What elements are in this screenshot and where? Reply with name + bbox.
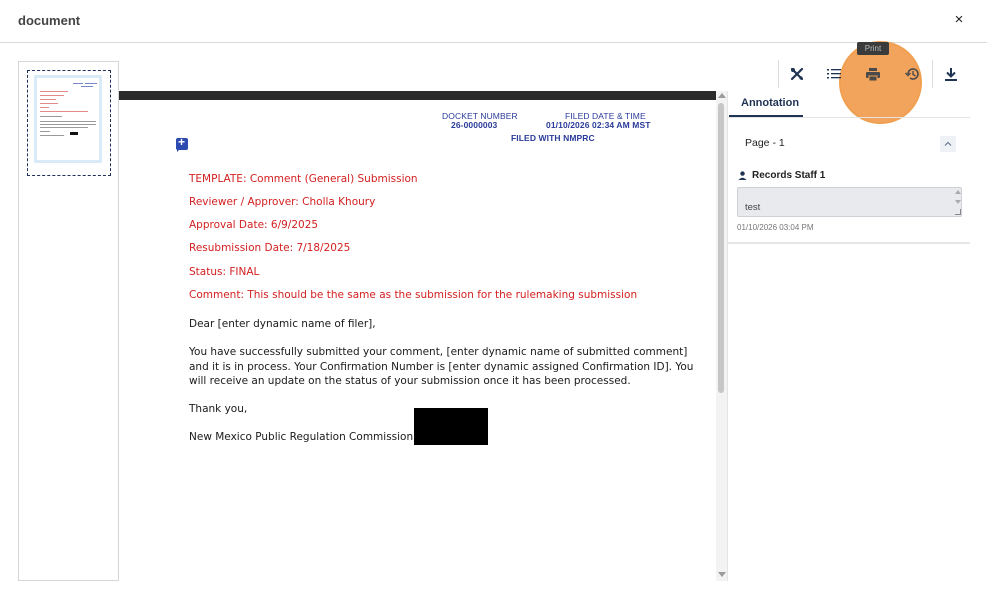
- organization-line: New Mexico Public Regulation Commission: [189, 431, 414, 443]
- tools-button[interactable]: [779, 60, 815, 88]
- history-icon: [905, 67, 920, 81]
- outline-button[interactable]: [816, 60, 852, 88]
- download-button[interactable]: [933, 60, 969, 88]
- scroll-down-icon[interactable]: [718, 572, 726, 577]
- annotation-timestamp: 01/10/2026 03:04 PM: [737, 223, 814, 232]
- scroll-up-icon[interactable]: [718, 93, 726, 98]
- print-button[interactable]: [855, 60, 891, 88]
- page-thumbnail[interactable]: [27, 70, 111, 176]
- scrollbar-thumb[interactable]: [718, 103, 724, 393]
- download-icon: [945, 68, 957, 81]
- dialog-header: [0, 0, 987, 43]
- closing-line: Thank you,: [189, 403, 248, 415]
- history-button[interactable]: [894, 60, 930, 88]
- annotation-note-text: test: [745, 202, 761, 213]
- body-line-2: and it is in process. Your Confirmation Number is [enter dynamic assigned Confirmation ID]. You: [189, 361, 694, 373]
- page-group-label: Page - 1: [745, 137, 785, 149]
- list-icon: [827, 68, 841, 80]
- dialog-title: document: [18, 13, 81, 28]
- resize-handle-icon[interactable]: [955, 209, 961, 215]
- page-top-bar: [119, 91, 716, 100]
- salutation-line: Dear [enter dynamic name of filer],: [189, 318, 376, 330]
- print-tooltip: Print: [857, 42, 889, 55]
- thumbnail-background: [34, 75, 102, 163]
- user-icon: [738, 171, 747, 180]
- note-scroll-up-icon[interactable]: [955, 190, 961, 194]
- annotation-panel: [727, 91, 969, 581]
- note-scroll-down-icon[interactable]: [955, 200, 961, 204]
- tools-icon: [790, 67, 804, 81]
- filed-with: FILED WITH NMPRC: [511, 133, 595, 143]
- close-icon[interactable]: ×: [954, 11, 964, 28]
- body-line-3: will receive an update on the status of your submission once it has been processed.: [189, 375, 631, 387]
- thumbnail-page-preview: [37, 78, 99, 160]
- docket-label: DOCKET NUMBER: [442, 111, 518, 121]
- annotation-note-field[interactable]: [737, 187, 962, 217]
- body-line-1: You have successfully submitted your comment, [enter dynamic name of submitted comment]: [189, 346, 688, 358]
- redaction-box: [414, 408, 488, 445]
- docket-number: 26-0000003: [451, 120, 498, 130]
- template-line: TEMPLATE: Comment (General) Submission: [189, 173, 418, 185]
- tab-divider: [728, 117, 970, 118]
- status-line: Status: FINAL: [189, 266, 260, 278]
- tab-annotation[interactable]: Annotation: [741, 97, 800, 109]
- viewer-toolbar: [778, 60, 969, 91]
- comment-line: Comment: This should be the same as the submission for the rulemaking submission: [189, 289, 638, 301]
- reviewer-line: Reviewer / Approver: Cholla Khoury: [189, 196, 376, 208]
- add-comment-icon[interactable]: [176, 138, 188, 150]
- collapse-button[interactable]: [940, 136, 956, 152]
- filed-date-label: FILED DATE & TIME: [565, 111, 646, 121]
- thumbnail-pane: [18, 61, 119, 581]
- viewer-scrollbar[interactable]: [716, 91, 727, 581]
- print-icon: [866, 68, 880, 81]
- approval-date-line: Approval Date: 6/9/2025: [189, 219, 319, 231]
- annotation-card-divider: [728, 242, 970, 244]
- chevron-up-icon: [944, 141, 952, 146]
- document-viewer[interactable]: [119, 91, 716, 581]
- filed-date-value: 01/10/2026 02:34 AM MST: [546, 120, 651, 130]
- resubmission-date-line: Resubmission Date: 7/18/2025: [189, 242, 351, 254]
- annotation-author: Records Staff 1: [752, 170, 826, 181]
